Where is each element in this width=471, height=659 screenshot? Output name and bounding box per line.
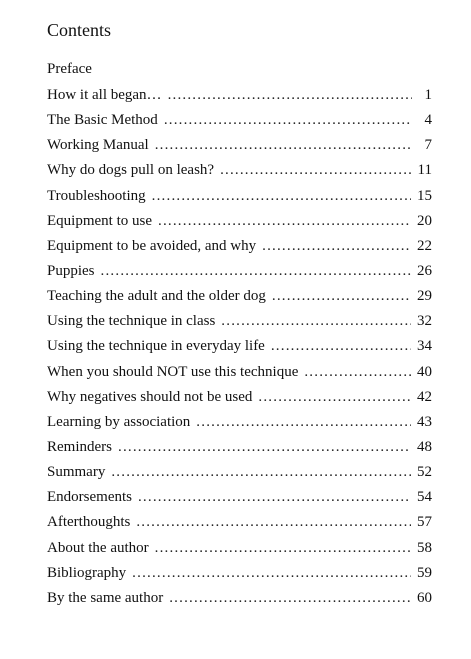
toc-entry	[47, 236, 432, 261]
toc-entry-page-number: 32	[417, 313, 432, 330]
toc-entry-page-number: 58	[417, 539, 432, 556]
toc-entry-title: Why negatives should not be used	[47, 388, 253, 405]
toc-entry-title: Endorsements	[47, 489, 132, 506]
toc-entry-page-number: 7	[424, 137, 432, 154]
toc-entry	[47, 110, 432, 135]
toc-entry-page-number: 29	[417, 288, 432, 305]
dot-leader	[272, 286, 411, 306]
table-of-contents	[47, 85, 432, 613]
dot-leader	[220, 160, 411, 180]
toc-entry-title: Equipment to be avoided, and why	[47, 237, 257, 254]
toc-entry-page-number: 48	[417, 438, 432, 455]
page-title: Contents	[47, 20, 112, 40]
dot-leader	[158, 211, 411, 231]
toc-entry-title: Working Manual	[47, 137, 149, 154]
dot-leader	[271, 336, 411, 356]
toc-entry-title: Equipment to use	[47, 212, 152, 229]
dot-leader	[101, 261, 411, 281]
dot-leader	[164, 110, 412, 130]
toc-entry-title: Reminders	[47, 438, 112, 455]
toc-entry-page-number: 60	[417, 589, 432, 606]
toc-entry-page-number: 57	[417, 514, 432, 531]
toc-entry	[47, 286, 432, 311]
toc-entry	[47, 160, 432, 185]
toc-entry-page-number: 54	[417, 489, 432, 506]
toc-entry-title: By the same author	[47, 589, 164, 606]
toc-entry-title: Using the technique in everyday life	[47, 338, 265, 355]
toc-entry-title: Why do dogs pull on leash?	[47, 162, 215, 179]
toc-entry	[47, 512, 432, 537]
toc-entry-title: How it all began…	[47, 87, 162, 103]
toc-entry	[47, 336, 432, 361]
dot-leader	[111, 462, 411, 482]
toc-entry	[47, 563, 432, 588]
toc-entry-page-number: 4	[424, 112, 432, 129]
toc-entry	[47, 135, 432, 160]
dot-leader	[155, 135, 412, 155]
dot-leader	[138, 487, 411, 507]
toc-entry	[47, 487, 432, 512]
dot-leader	[132, 563, 411, 583]
toc-entry-title: Using the technique in class	[47, 313, 216, 330]
toc-entry-title: Learning by association	[47, 413, 191, 430]
toc-entry-page-number: 15	[417, 187, 432, 204]
toc-entry-title: Troubleshooting	[47, 187, 146, 204]
toc-entry-page-number: 52	[417, 464, 432, 481]
toc-entry-page-number: 43	[417, 413, 432, 430]
toc-entry-title: The Basic Method	[47, 112, 158, 129]
toc-entry-page-number: 42	[417, 388, 432, 405]
dot-leader	[118, 437, 411, 457]
toc-entry-title: When you should NOT use this technique	[47, 363, 299, 380]
toc-entry-page-number: 22	[417, 237, 432, 254]
toc-entry	[47, 85, 432, 110]
dot-leader	[136, 512, 411, 532]
dot-leader	[262, 236, 411, 256]
dot-leader	[221, 311, 411, 331]
toc-entry-page-number: 40	[417, 363, 432, 380]
preface-entry: Preface	[47, 61, 92, 77]
toc-entry	[47, 186, 432, 211]
toc-entry	[47, 462, 432, 487]
toc-entry	[47, 261, 432, 286]
toc-entry-title: Teaching the adult and the older dog	[47, 288, 266, 305]
toc-entry	[47, 211, 432, 236]
toc-entry-page-number: 20	[417, 212, 432, 229]
toc-entry-page-number: 26	[417, 262, 432, 279]
dot-leader	[155, 538, 411, 558]
dot-leader	[196, 412, 411, 432]
toc-entry-title: Summary	[47, 464, 106, 481]
toc-entry-title: About the author	[47, 539, 149, 556]
toc-entry-title: Afterthoughts	[47, 514, 131, 531]
toc-entry-page-number: 1	[424, 87, 432, 103]
dot-leader	[168, 85, 412, 105]
toc-entry	[47, 412, 432, 437]
dot-leader	[169, 588, 411, 608]
toc-entry-page-number: 34	[417, 338, 432, 355]
dot-leader	[258, 387, 411, 407]
toc-entry-page-number: 59	[417, 564, 432, 581]
toc-entry	[47, 437, 432, 462]
toc-entry	[47, 311, 432, 336]
toc-entry-title: Bibliography	[47, 564, 127, 581]
toc-entry	[47, 588, 432, 613]
dot-leader	[304, 362, 411, 382]
toc-entry	[47, 362, 432, 387]
toc-entry	[47, 387, 432, 412]
toc-entry-title: Puppies	[47, 262, 95, 279]
toc-entry-page-number: 11	[417, 162, 432, 179]
dot-leader	[152, 186, 411, 206]
toc-entry	[47, 538, 432, 563]
